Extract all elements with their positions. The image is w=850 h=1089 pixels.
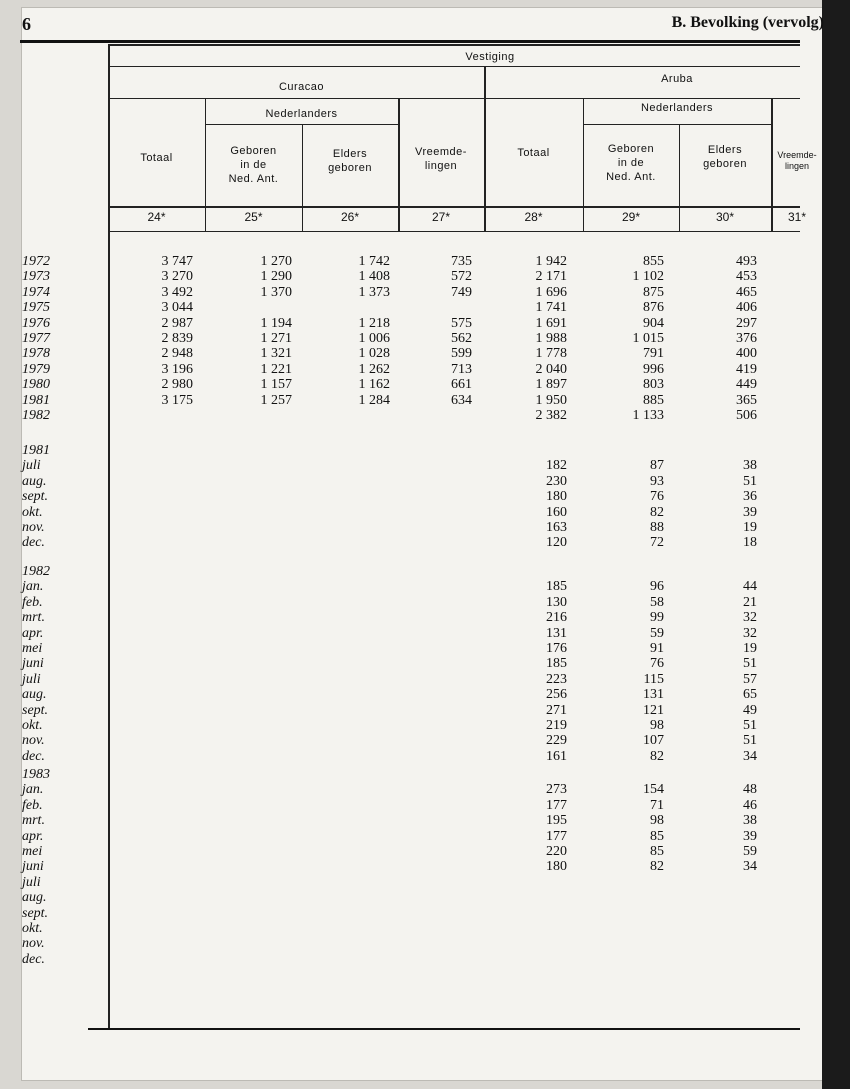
cell-aru_geboren: 58 bbox=[650, 594, 664, 610]
cell-aru_geboren: 72 bbox=[650, 535, 664, 551]
cell-aru_elders: 57 bbox=[743, 671, 757, 687]
cell-aru_geboren: 1 015 bbox=[632, 331, 664, 346]
cell-aru_elders: 59 bbox=[743, 844, 757, 859]
row-label: nov. bbox=[22, 733, 45, 749]
cell-aru_totaal: 229 bbox=[546, 733, 567, 749]
cell-cur_totaal: 2 839 bbox=[161, 331, 193, 346]
cell-cur_totaal: 3 044 bbox=[161, 300, 193, 316]
row-label: okt. bbox=[22, 718, 43, 733]
cell-aru_elders: 506 bbox=[736, 408, 757, 423]
row-label: juni bbox=[22, 656, 44, 672]
cell-aru_geboren: 96 bbox=[650, 579, 664, 595]
cell-aru_elders: 49 bbox=[743, 702, 757, 718]
row-label: 1976 bbox=[22, 315, 50, 331]
row-label: jan. bbox=[22, 782, 44, 798]
cell-aru_geboren: 76 bbox=[650, 489, 664, 505]
cell-aru_geboren: 876 bbox=[643, 300, 664, 316]
cell-aru_geboren: 1 102 bbox=[632, 269, 664, 285]
header-elders-line1: Elders bbox=[332, 148, 368, 160]
cell-aru_elders: 38 bbox=[743, 458, 757, 474]
cell-aru_totaal: 180 bbox=[546, 489, 567, 505]
cell-aru_totaal: 219 bbox=[546, 718, 567, 733]
row-label: 1981 bbox=[22, 392, 50, 408]
header-geboren-aruba bbox=[583, 142, 679, 184]
cell-aru_elders: 376 bbox=[736, 331, 757, 346]
row-label: aug. bbox=[22, 473, 47, 489]
cell-aru_elders: 365 bbox=[736, 392, 757, 408]
cell-aru_geboren: 98 bbox=[650, 718, 664, 733]
header-geboren-line2: in de bbox=[240, 159, 267, 171]
cell-cur_vreemd: 562 bbox=[451, 331, 472, 346]
cell-cur_geboren: 1 270 bbox=[260, 254, 292, 269]
cell-aru_elders: 34 bbox=[743, 748, 757, 764]
colnum-25: 25* bbox=[244, 210, 263, 224]
cell-aru_geboren: 82 bbox=[650, 748, 664, 764]
header-line-nederlanders-aruba bbox=[583, 124, 771, 125]
cell-aru_elders: 44 bbox=[743, 579, 757, 595]
cell-aru_totaal: 182 bbox=[546, 458, 567, 474]
cell-cur_totaal: 2 948 bbox=[161, 346, 193, 362]
cell-aru_totaal: 256 bbox=[546, 687, 567, 703]
cell-aru_geboren: 131 bbox=[643, 687, 664, 703]
cell-cur_elders: 1 162 bbox=[358, 377, 390, 393]
row-label: 1975 bbox=[22, 300, 50, 316]
cell-cur_vreemd: 713 bbox=[451, 361, 472, 377]
cell-aru_totaal: 1 897 bbox=[535, 377, 567, 393]
cell-aru_geboren: 99 bbox=[650, 610, 664, 626]
header-line-curacao bbox=[108, 98, 800, 99]
cell-aru_elders: 419 bbox=[736, 361, 757, 377]
colnum-31: 31* bbox=[787, 210, 807, 224]
cell-aru_totaal: 1 988 bbox=[535, 331, 567, 346]
header-nederlanders-aruba: Nederlanders bbox=[640, 102, 714, 114]
row-label: apr. bbox=[22, 625, 44, 641]
cell-aru_geboren: 115 bbox=[643, 671, 664, 687]
header-vreemd-aruba-line1: Vreemde- bbox=[777, 150, 817, 160]
cell-aru_totaal: 2 382 bbox=[535, 408, 567, 423]
cell-aru_elders: 39 bbox=[743, 504, 757, 520]
header-vreemd-line1: Vreemde- bbox=[415, 146, 467, 158]
cell-cur_totaal: 3 175 bbox=[161, 392, 193, 408]
cell-aru_geboren: 885 bbox=[643, 392, 664, 408]
colnum-27: 27* bbox=[431, 210, 451, 224]
row-label: mei bbox=[22, 641, 43, 656]
cell-aru_geboren: 91 bbox=[650, 641, 664, 656]
cell-cur_geboren: 1 221 bbox=[260, 361, 292, 377]
cell-aru_elders: 449 bbox=[736, 377, 757, 393]
cell-cur_vreemd: 599 bbox=[451, 346, 472, 362]
row-label: 1978 bbox=[22, 346, 50, 362]
header-vreemd-line2: lingen bbox=[424, 160, 458, 172]
cell-aru_geboren: 875 bbox=[643, 284, 664, 300]
colnum-28: 28* bbox=[524, 210, 543, 224]
cell-cur_elders: 1 284 bbox=[358, 392, 390, 408]
cell-aru_elders: 39 bbox=[743, 828, 757, 844]
cell-aru_totaal: 220 bbox=[546, 844, 567, 859]
header-geboren-aruba-line2: in de bbox=[617, 157, 645, 169]
cell-aru_geboren: 93 bbox=[650, 473, 664, 489]
row-label: juli bbox=[22, 874, 41, 890]
page-edge-shadow bbox=[822, 0, 850, 1089]
header-geboren-curacao bbox=[205, 144, 302, 186]
cell-cur_elders: 1 028 bbox=[358, 346, 390, 362]
row-label: 1981 bbox=[22, 443, 50, 458]
cell-cur_geboren: 1 157 bbox=[260, 377, 292, 393]
cell-aru_totaal: 216 bbox=[546, 610, 567, 626]
header-vreemdelingen-aruba bbox=[772, 150, 822, 172]
cell-aru_totaal: 223 bbox=[546, 671, 567, 687]
cell-aru_elders: 51 bbox=[743, 473, 757, 489]
row-label: 1982 bbox=[22, 408, 50, 423]
cell-cur_totaal: 3 492 bbox=[161, 284, 193, 300]
cell-cur_vreemd: 661 bbox=[451, 377, 472, 393]
header-nederlanders-curacao: Nederlanders bbox=[265, 108, 338, 120]
row-label: okt. bbox=[22, 504, 43, 520]
row-label: 1982 bbox=[22, 564, 50, 579]
cell-aru_geboren: 59 bbox=[650, 625, 664, 641]
row-label: sept. bbox=[22, 905, 49, 921]
cell-aru_geboren: 71 bbox=[650, 797, 664, 813]
cell-cur_totaal: 3 747 bbox=[161, 254, 193, 269]
cell-aru_totaal: 185 bbox=[546, 656, 567, 672]
cell-aru_totaal: 2 171 bbox=[535, 269, 567, 285]
header-elders-aruba bbox=[679, 143, 771, 171]
colnum-bottom-border bbox=[108, 231, 800, 232]
cell-aru_elders: 19 bbox=[743, 641, 757, 656]
cell-aru_geboren: 154 bbox=[643, 782, 664, 798]
header-curacao: Curacao bbox=[278, 81, 325, 93]
cell-cur_geboren: 1 370 bbox=[260, 284, 292, 300]
bottom-frame bbox=[88, 1028, 800, 1030]
cell-aru_elders: 51 bbox=[743, 656, 757, 672]
cell-aru_elders: 32 bbox=[743, 625, 757, 641]
top-rule bbox=[20, 40, 800, 43]
cell-cur_totaal: 3 270 bbox=[161, 269, 193, 285]
row-label: 1973 bbox=[22, 269, 50, 285]
row-label: sept. bbox=[22, 489, 49, 505]
row-label: 1980 bbox=[22, 377, 50, 393]
cell-cur_vreemd: 749 bbox=[451, 284, 472, 300]
cell-aru_totaal: 163 bbox=[546, 520, 567, 535]
row-label: apr. bbox=[22, 828, 44, 844]
cell-aru_geboren: 996 bbox=[643, 361, 664, 377]
cell-cur_vreemd: 735 bbox=[451, 254, 472, 269]
row-label: juni bbox=[22, 859, 44, 875]
cell-aru_elders: 19 bbox=[743, 520, 757, 535]
cell-aru_totaal: 130 bbox=[546, 594, 567, 610]
row-label: nov. bbox=[22, 936, 45, 952]
header-geboren-aruba-line1: Geboren bbox=[607, 143, 655, 155]
cell-cur_geboren: 1 321 bbox=[260, 346, 292, 362]
cell-aru_totaal: 1 950 bbox=[535, 392, 567, 408]
colnum-24: 24* bbox=[147, 210, 166, 224]
row-label: dec. bbox=[22, 748, 45, 764]
cell-aru_totaal: 273 bbox=[546, 782, 567, 798]
header-vestiging: Vestiging bbox=[465, 51, 515, 63]
cell-aru_totaal: 230 bbox=[546, 473, 567, 489]
cell-aru_elders: 34 bbox=[743, 859, 757, 875]
cell-aru_elders: 32 bbox=[743, 610, 757, 626]
cell-aru_elders: 51 bbox=[743, 733, 757, 749]
cell-aru_elders: 297 bbox=[736, 315, 757, 331]
row-label: aug. bbox=[22, 890, 47, 906]
page-number: 6 bbox=[22, 14, 31, 34]
header-elders-aruba-line2: geboren bbox=[703, 158, 747, 170]
row-label: feb. bbox=[22, 797, 43, 813]
cell-aru_elders: 36 bbox=[743, 489, 757, 505]
cell-cur_vreemd: 572 bbox=[451, 269, 472, 285]
cell-cur_totaal: 2 987 bbox=[161, 315, 193, 331]
colnum-29: 29* bbox=[621, 210, 641, 224]
row-label: dec. bbox=[22, 535, 45, 551]
cell-cur_geboren: 1 271 bbox=[260, 331, 292, 346]
cell-aru_geboren: 82 bbox=[650, 859, 664, 875]
cell-aru_elders: 453 bbox=[736, 269, 757, 285]
cell-cur_elders: 1 373 bbox=[358, 284, 390, 300]
row-label: 1972 bbox=[22, 254, 50, 269]
cell-cur_elders: 1 408 bbox=[358, 269, 390, 285]
cell-aru_elders: 465 bbox=[736, 284, 757, 300]
cell-cur_geboren: 1 257 bbox=[260, 392, 292, 408]
header-aruba: Aruba bbox=[661, 73, 693, 85]
colnum-26: 26* bbox=[340, 210, 360, 224]
cell-aru_geboren: 791 bbox=[643, 346, 664, 362]
cell-aru_geboren: 85 bbox=[650, 828, 664, 844]
cell-aru_totaal: 1 741 bbox=[535, 300, 567, 316]
row-label: juli bbox=[22, 458, 41, 474]
cell-aru_totaal: 2 040 bbox=[535, 361, 567, 377]
header-line-region bbox=[108, 66, 800, 67]
row-label: dec. bbox=[22, 951, 45, 967]
cell-aru_geboren: 803 bbox=[643, 377, 664, 393]
cell-aru_totaal: 271 bbox=[546, 702, 567, 718]
cell-aru_totaal: 160 bbox=[546, 504, 567, 520]
cell-aru_elders: 21 bbox=[743, 594, 757, 610]
header-top-border bbox=[108, 44, 800, 46]
row-label: jan. bbox=[22, 579, 44, 595]
row-label: nov. bbox=[22, 520, 45, 535]
row-label: mei bbox=[22, 844, 43, 859]
running-head: B. Bevolking (vervolg) bbox=[671, 14, 824, 31]
colnum-30: 30* bbox=[715, 210, 735, 224]
row-label: aug. bbox=[22, 687, 47, 703]
cell-aru_geboren: 121 bbox=[643, 702, 664, 718]
cell-cur_vreemd: 634 bbox=[451, 392, 472, 408]
cell-cur_geboren: 1 194 bbox=[260, 315, 292, 331]
row-label: mrt. bbox=[22, 813, 45, 829]
cell-aru_elders: 48 bbox=[743, 782, 757, 798]
cell-aru_totaal: 131 bbox=[546, 625, 567, 641]
header-geboren-line1: Geboren bbox=[230, 145, 277, 157]
cell-aru_geboren: 855 bbox=[643, 254, 664, 269]
header-vreemdelingen-curacao bbox=[398, 145, 484, 173]
row-label: feb. bbox=[22, 594, 43, 610]
row-label: 1974 bbox=[22, 284, 50, 300]
header-geboren-aruba-line3: Ned. Ant. bbox=[606, 171, 656, 183]
header-geboren-line3: Ned. Ant. bbox=[228, 173, 279, 185]
cell-aru_totaal: 176 bbox=[546, 641, 567, 656]
cell-aru_totaal: 1 691 bbox=[535, 315, 567, 331]
header-totaal-curacao: Totaal bbox=[140, 152, 173, 164]
frame-left bbox=[108, 44, 110, 1030]
cell-aru_geboren: 98 bbox=[650, 813, 664, 829]
cell-aru_totaal: 120 bbox=[546, 535, 567, 551]
header-elders-curacao bbox=[302, 147, 398, 175]
cell-aru_totaal: 177 bbox=[546, 797, 567, 813]
cell-aru_elders: 38 bbox=[743, 813, 757, 829]
cell-aru_geboren: 88 bbox=[650, 520, 664, 535]
cell-aru_geboren: 87 bbox=[650, 458, 664, 474]
cell-aru_elders: 46 bbox=[743, 797, 757, 813]
cell-aru_geboren: 76 bbox=[650, 656, 664, 672]
cell-cur_totaal: 2 980 bbox=[161, 377, 193, 393]
cell-cur_totaal: 3 196 bbox=[161, 361, 193, 377]
row-label: 1979 bbox=[22, 361, 50, 377]
row-label: 1983 bbox=[22, 767, 50, 782]
cell-cur_elders: 1 262 bbox=[358, 361, 390, 377]
cell-aru_totaal: 1 696 bbox=[535, 284, 567, 300]
cell-aru_elders: 51 bbox=[743, 718, 757, 733]
header-elders-line2: geboren bbox=[328, 162, 372, 174]
header-elders-aruba-line1: Elders bbox=[707, 144, 743, 156]
cell-aru_totaal: 180 bbox=[546, 859, 567, 875]
cell-aru_elders: 493 bbox=[736, 254, 757, 269]
cell-cur_elders: 1 218 bbox=[358, 315, 390, 331]
row-label: okt. bbox=[22, 921, 43, 936]
cell-aru_totaal: 177 bbox=[546, 828, 567, 844]
cell-aru_totaal: 1 942 bbox=[535, 254, 567, 269]
cell-aru_elders: 65 bbox=[743, 687, 757, 703]
cell-aru_geboren: 904 bbox=[643, 315, 664, 331]
cell-aru_elders: 18 bbox=[743, 535, 757, 551]
cell-cur_geboren: 1 290 bbox=[260, 269, 292, 285]
cell-aru_totaal: 1 778 bbox=[535, 346, 567, 362]
row-label: mrt. bbox=[22, 610, 45, 626]
cell-aru_totaal: 185 bbox=[546, 579, 567, 595]
header-bottom-border bbox=[108, 206, 800, 208]
cell-aru_totaal: 161 bbox=[546, 748, 567, 764]
cell-aru_geboren: 1 133 bbox=[632, 408, 664, 423]
cell-aru_totaal: 195 bbox=[546, 813, 567, 829]
row-label: juli bbox=[22, 671, 41, 687]
cell-aru_geboren: 85 bbox=[650, 844, 664, 859]
cell-cur_vreemd: 575 bbox=[451, 315, 472, 331]
cell-cur_elders: 1 742 bbox=[358, 254, 390, 269]
header-vreemd-aruba-line2: lingen bbox=[784, 161, 810, 171]
cell-aru_geboren: 82 bbox=[650, 504, 664, 520]
header-totaal-aruba: Totaal bbox=[517, 147, 550, 159]
cell-aru_geboren: 107 bbox=[643, 733, 664, 749]
row-label: 1977 bbox=[22, 331, 50, 346]
cell-aru_elders: 406 bbox=[736, 300, 757, 316]
cell-aru_elders: 400 bbox=[736, 346, 757, 362]
row-label: sept. bbox=[22, 702, 49, 718]
cell-cur_elders: 1 006 bbox=[358, 331, 390, 346]
